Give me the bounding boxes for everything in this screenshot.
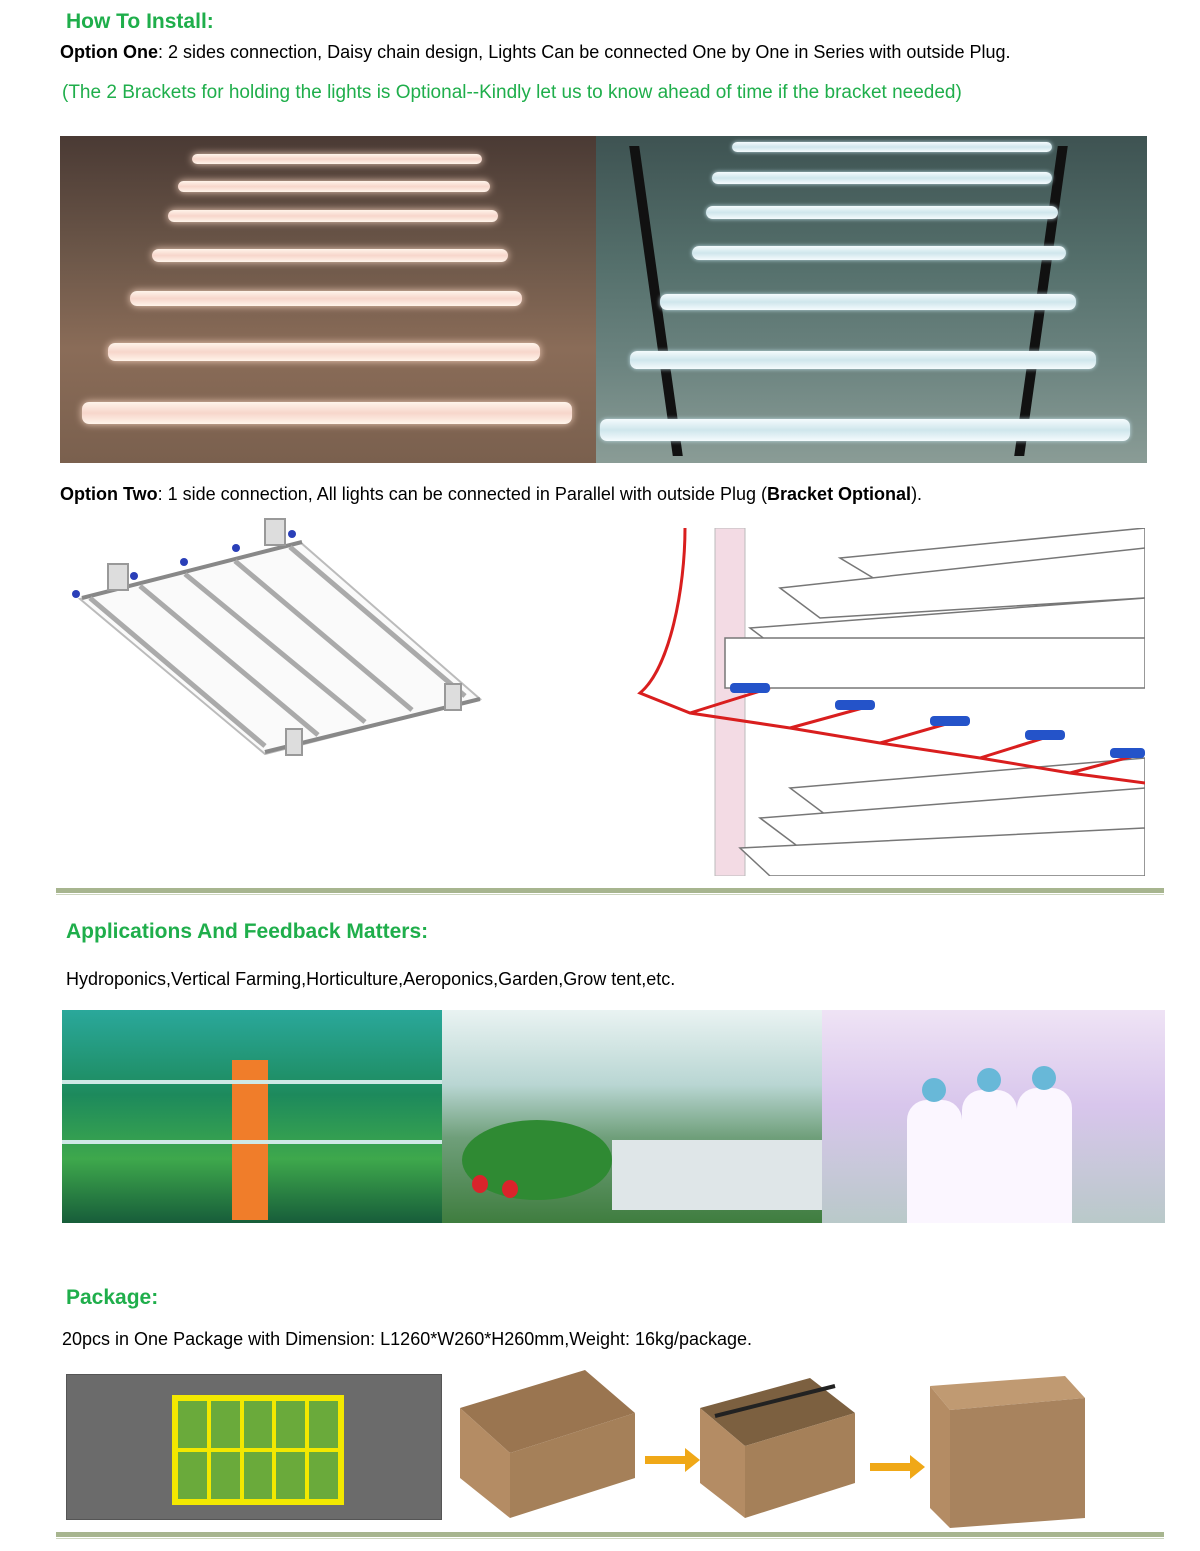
vertical-farm-photo xyxy=(62,1010,442,1223)
section-divider-1 xyxy=(56,888,1164,893)
option-one-text: : 2 sides connection, Daisy chain design, Lights Can be connected One by One in Series with outside Plug. xyxy=(158,42,1011,62)
applications-text: Hydroponics,Vertical Farming,Horticulture,Aeroponics,Garden,Grow tent,etc. xyxy=(66,969,676,989)
package-layout-diagram xyxy=(66,1374,442,1520)
option-two-line xyxy=(60,484,922,505)
bracket-note: (The 2 Brackets for holding the lights is Optional--Kindly let us to know ahead of time if the bracket needed) xyxy=(62,82,962,103)
option-two-end: ). xyxy=(911,484,923,504)
package-text: 20pcs in One Package with Dimension: L1260*W260*H260mm,Weight: 16kg/package. xyxy=(62,1329,753,1349)
option-one-line xyxy=(60,42,1011,63)
option-two-text: : 1 side connection, All lights can be connected in Parallel with outside Plug ( xyxy=(157,484,768,504)
bracket-optional: Bracket Optional xyxy=(767,484,912,504)
option-two-label: Option Two xyxy=(60,484,158,504)
bracket-diagram xyxy=(60,514,490,774)
option-one-label: Option One xyxy=(60,42,158,62)
section-divider-2 xyxy=(56,1532,1164,1537)
packing-steps xyxy=(455,1368,1145,1528)
parallel-wiring-diagram xyxy=(630,528,1145,876)
strawberry-photo xyxy=(442,1010,822,1223)
team-photo xyxy=(822,1010,1165,1223)
install-title: How To Install: xyxy=(66,10,214,33)
daisy-chain-photo-warm xyxy=(60,136,596,463)
applications-title: Applications And Feedback Matters: xyxy=(66,920,429,943)
package-title: Package: xyxy=(66,1286,159,1309)
daisy-chain-photo-cool xyxy=(596,136,1147,463)
